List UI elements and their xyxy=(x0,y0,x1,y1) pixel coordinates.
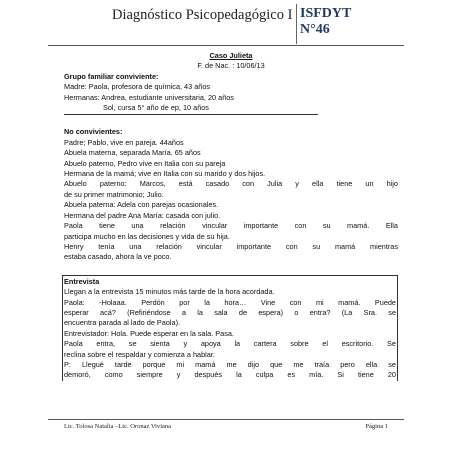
footer-rule xyxy=(48,419,404,420)
non-cohabiting-line: Abuela materna, separada María. 65 años xyxy=(64,148,201,158)
non-cohabiting-line: Paola tiene una relación vincular importante con su mamá. Ella xyxy=(64,221,398,231)
document-body xyxy=(64,51,398,381)
non-cohabiting-line: Henry tenía una relación vincular importante con su mamá mientras xyxy=(64,241,398,251)
non-cohabiting-line: de su primer matrimonio; Julio. xyxy=(64,189,164,199)
header-title: Diagnóstico Psicopedagógico I xyxy=(112,7,293,23)
interview-line: encuentra parada al lado de Paola). xyxy=(64,318,181,328)
non-cohabiting-line: Abuela paterna: Adela con parejas ocasionales. xyxy=(64,200,219,210)
family-line: Madre: Paola, profesora de química, 43 años xyxy=(64,82,211,92)
interview-line: Entrevistador: Hola. Puede esperar en la sala. Pasa. xyxy=(64,328,234,338)
case-title: Caso Julieta xyxy=(209,51,253,60)
interview-section xyxy=(62,275,398,381)
interview-line: reclina sobre el respaldar y comienza a hablar. xyxy=(64,349,215,359)
interview-line: Llegan a la entrevista 15 minutos más tarde de la hora acordada. xyxy=(64,287,275,297)
birth-date: F. de Nac. : 10/06/13 xyxy=(197,61,265,71)
interview-line: esperar acá? (Refiriéndose a la sala de espera) o entra? (La Sra. se xyxy=(64,307,396,317)
interview-line: demoró, como siempre y después la culpa es mía. Si tiene 20 xyxy=(64,370,396,380)
header-institution xyxy=(300,6,351,38)
non-cohabiting-line: participa mucho en las decisiones y vida de su hija. xyxy=(64,231,230,241)
header-institution-line2: N°46 xyxy=(300,22,330,37)
non-cohabiting-line: Padre; Pablo, vive en pareja. 44años xyxy=(64,137,184,147)
interview-line: P: Llegué tarde porque mi mamá me dijo que me traía pero ella se xyxy=(64,359,396,369)
interview-heading: Entrevista xyxy=(64,276,100,286)
header-rule xyxy=(48,45,404,46)
non-cohabiting-line: Hermana del padre Ana María: casada con julio. xyxy=(64,210,221,220)
family-line: Hermanas: Andrea, estudiante universitaria, 20 años xyxy=(64,92,234,102)
page-number: Página 1 xyxy=(365,423,388,430)
non-cohabiting-heading: No convivientes: xyxy=(64,127,123,137)
header-institution-line1: ISFDYT xyxy=(300,6,352,21)
non-cohabiting-line: Abuelo paterno: Marcos, está casado con Julia y ella tiene un hijo xyxy=(64,179,398,189)
family-line-indented: Sol, cursa 5° año de ep, 10 años xyxy=(103,103,209,113)
non-cohabiting-line: estaba casado, ahora la ve poco. xyxy=(64,252,172,262)
non-cohabiting-line: Abuelo paterno, Pedro vive en Italia con su pareja xyxy=(64,158,226,168)
non-cohabiting-line: Hermana de la mamá; vive en Italia con su marido y dos hijos. xyxy=(64,169,266,179)
footer-authors: Lic. Tolosa Natalia –Lic. Oronaz Viviana xyxy=(64,423,172,430)
section-separator xyxy=(64,114,318,115)
family-heading: Grupo familiar conviviente: xyxy=(64,71,159,81)
header-divider xyxy=(296,4,297,44)
interview-line: Paola: -Holaaa. Perdón por la hora… Vine con mi mamá. Puede xyxy=(64,297,396,307)
interview-line: Paola entra, se sienta y apoya la cartera sobre el escritorio. Se xyxy=(64,339,396,349)
